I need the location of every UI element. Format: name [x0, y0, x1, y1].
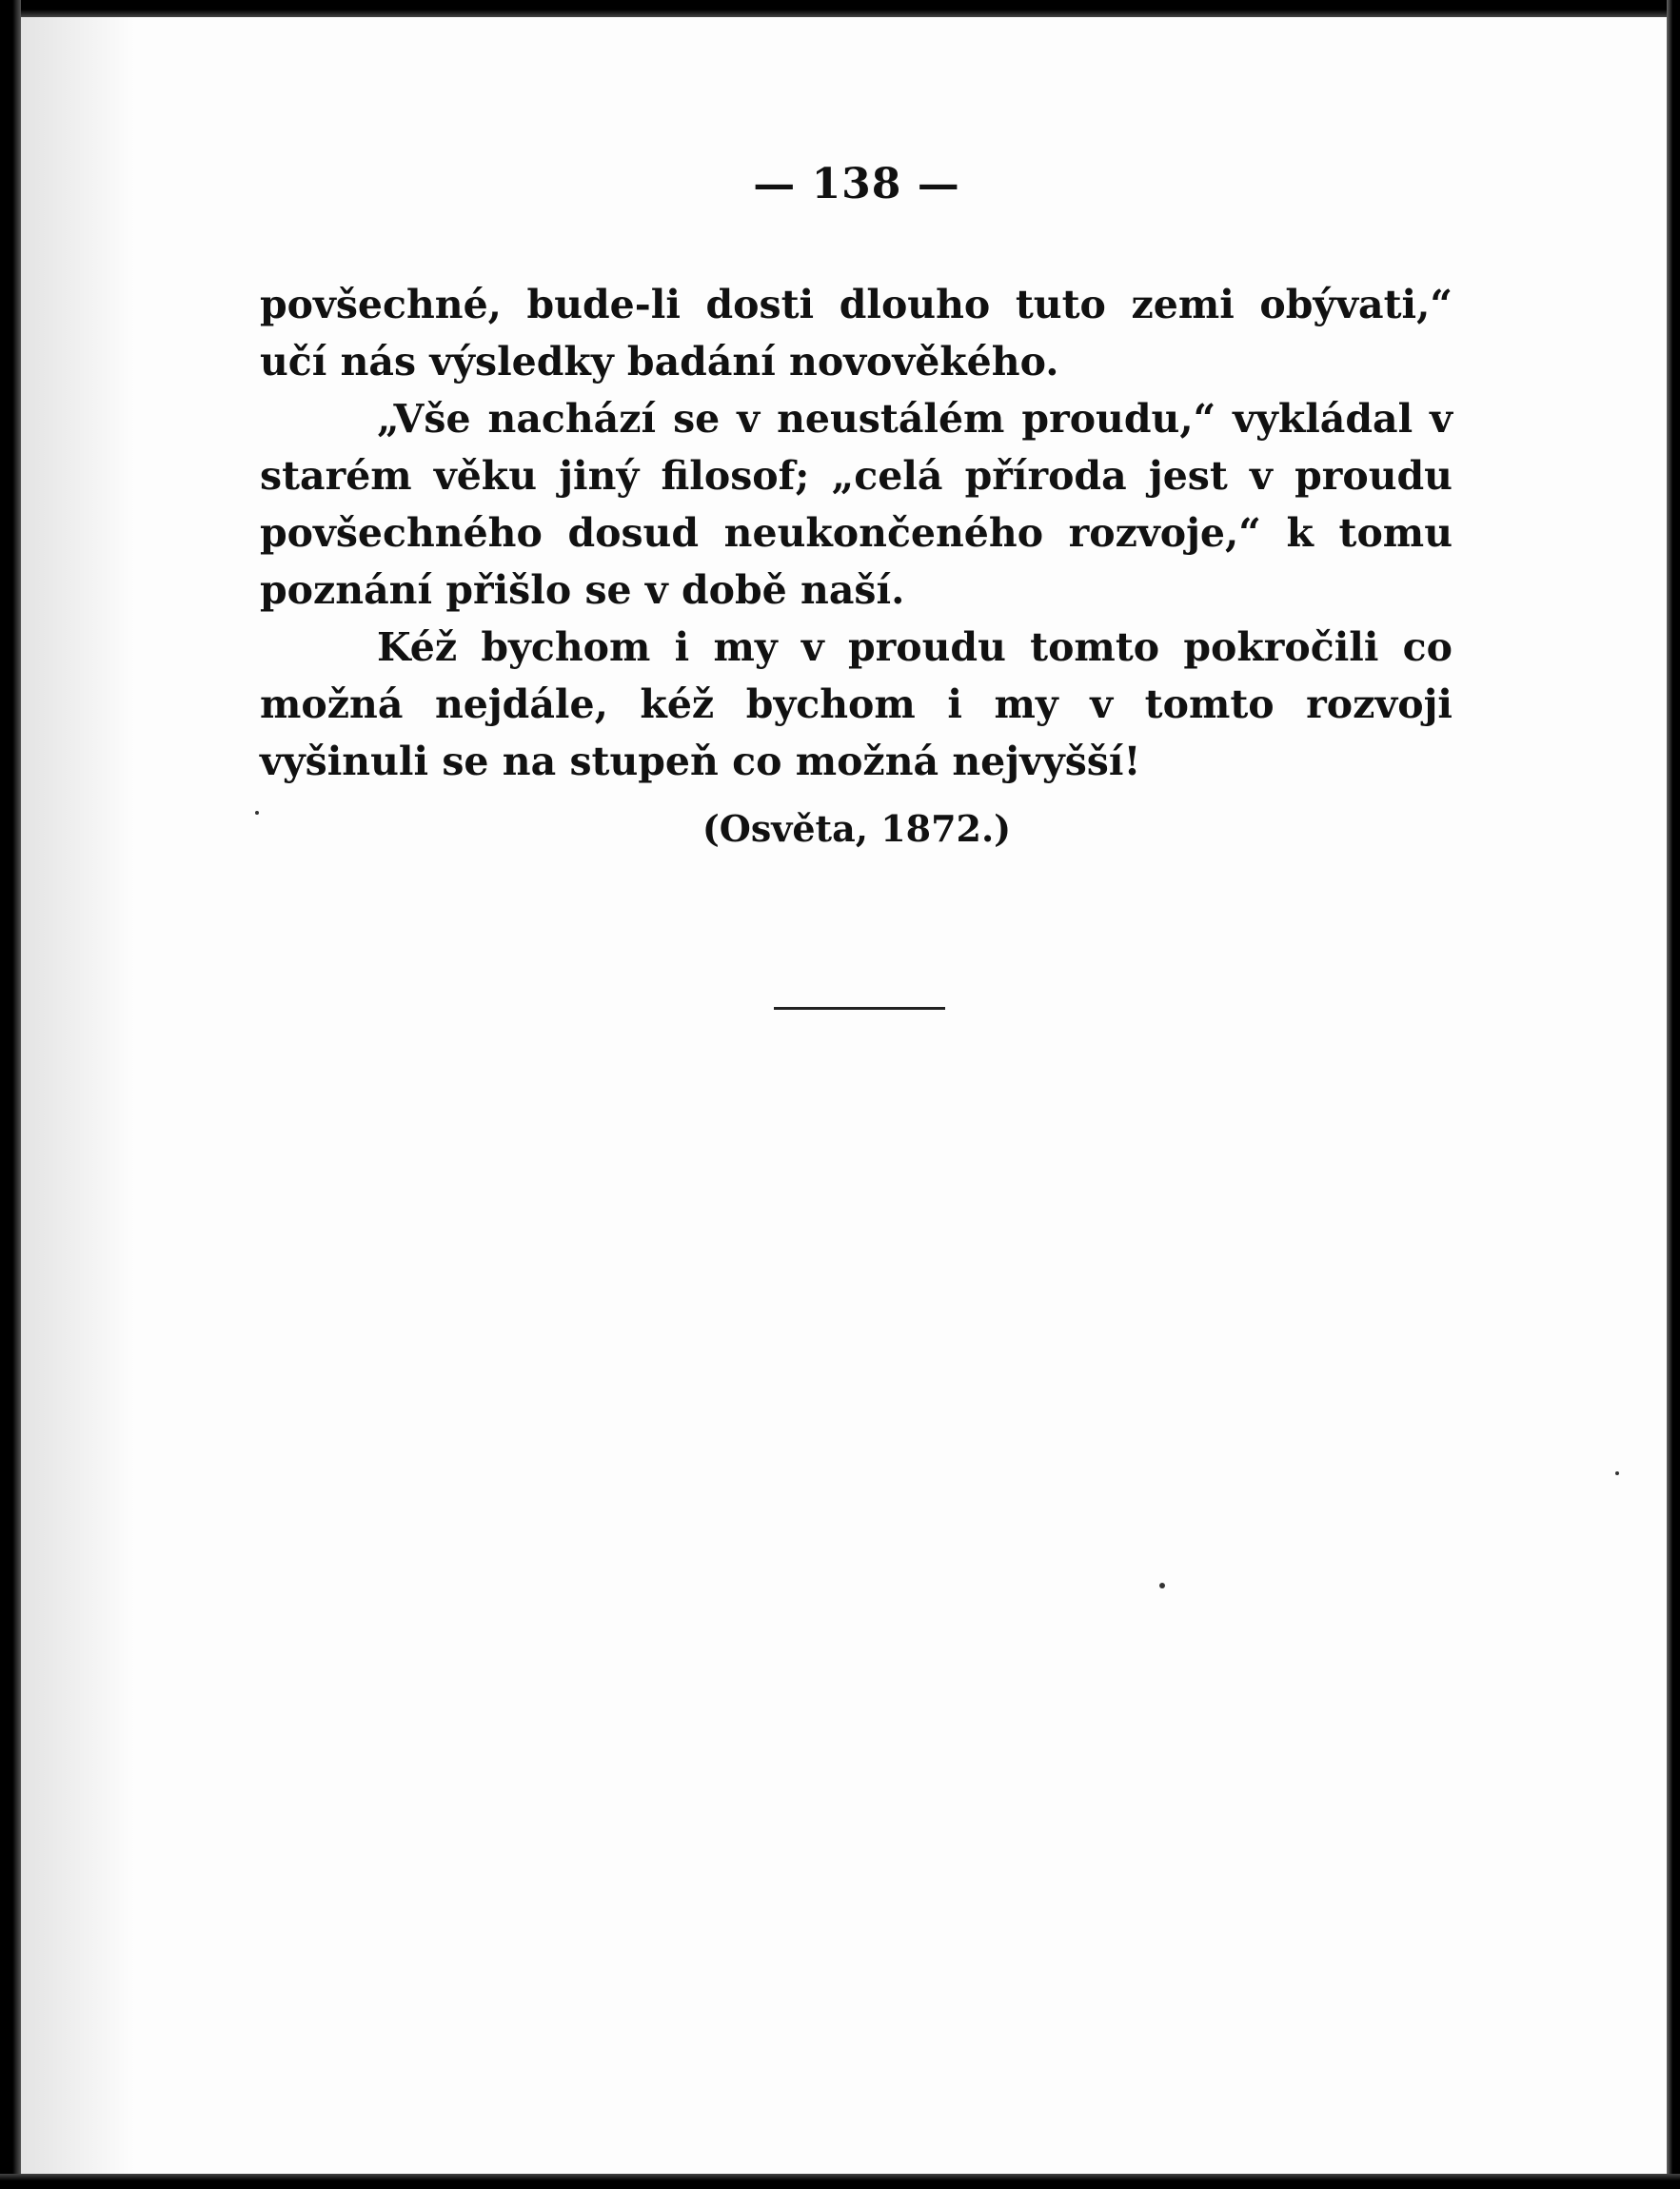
body-text [260, 276, 1453, 790]
scan-speck [255, 811, 259, 815]
source-citation: (Osvěta, 1872.) [702, 807, 1012, 850]
paragraph-2: „Vše nachází se v neustálém proudu,“ vykládal v starém věku jiný filosof; „celá příroda jest v proudu povšechného dosud neukončeného rozvoje,“ k tomu poznání přišlo se v době naší. [260, 396, 1453, 613]
page-number: — 138 — [753, 160, 960, 208]
scan-border-top [0, 0, 1680, 17]
end-rule-divider [774, 1007, 945, 1010]
scan-speck [1615, 1471, 1619, 1475]
scan-border-left [0, 0, 21, 2189]
paragraph-1: povšechné, bude-li dosti dlouho tuto zemi obývati,“ učí nás výsledky badání novověkého. [260, 282, 1453, 385]
scan-speck [1159, 1583, 1165, 1588]
scan-border-bottom [0, 2174, 1680, 2189]
paragraph-3: Kéž bychom i my v proudu tomto pokročili co možná nejdále, kéž bychom i my v tomto rozvoji vyšinuli se na stupeň co možná nejvyšší! [260, 624, 1453, 784]
scan-border-right [1667, 0, 1680, 2189]
scan-shadow [21, 17, 135, 2178]
